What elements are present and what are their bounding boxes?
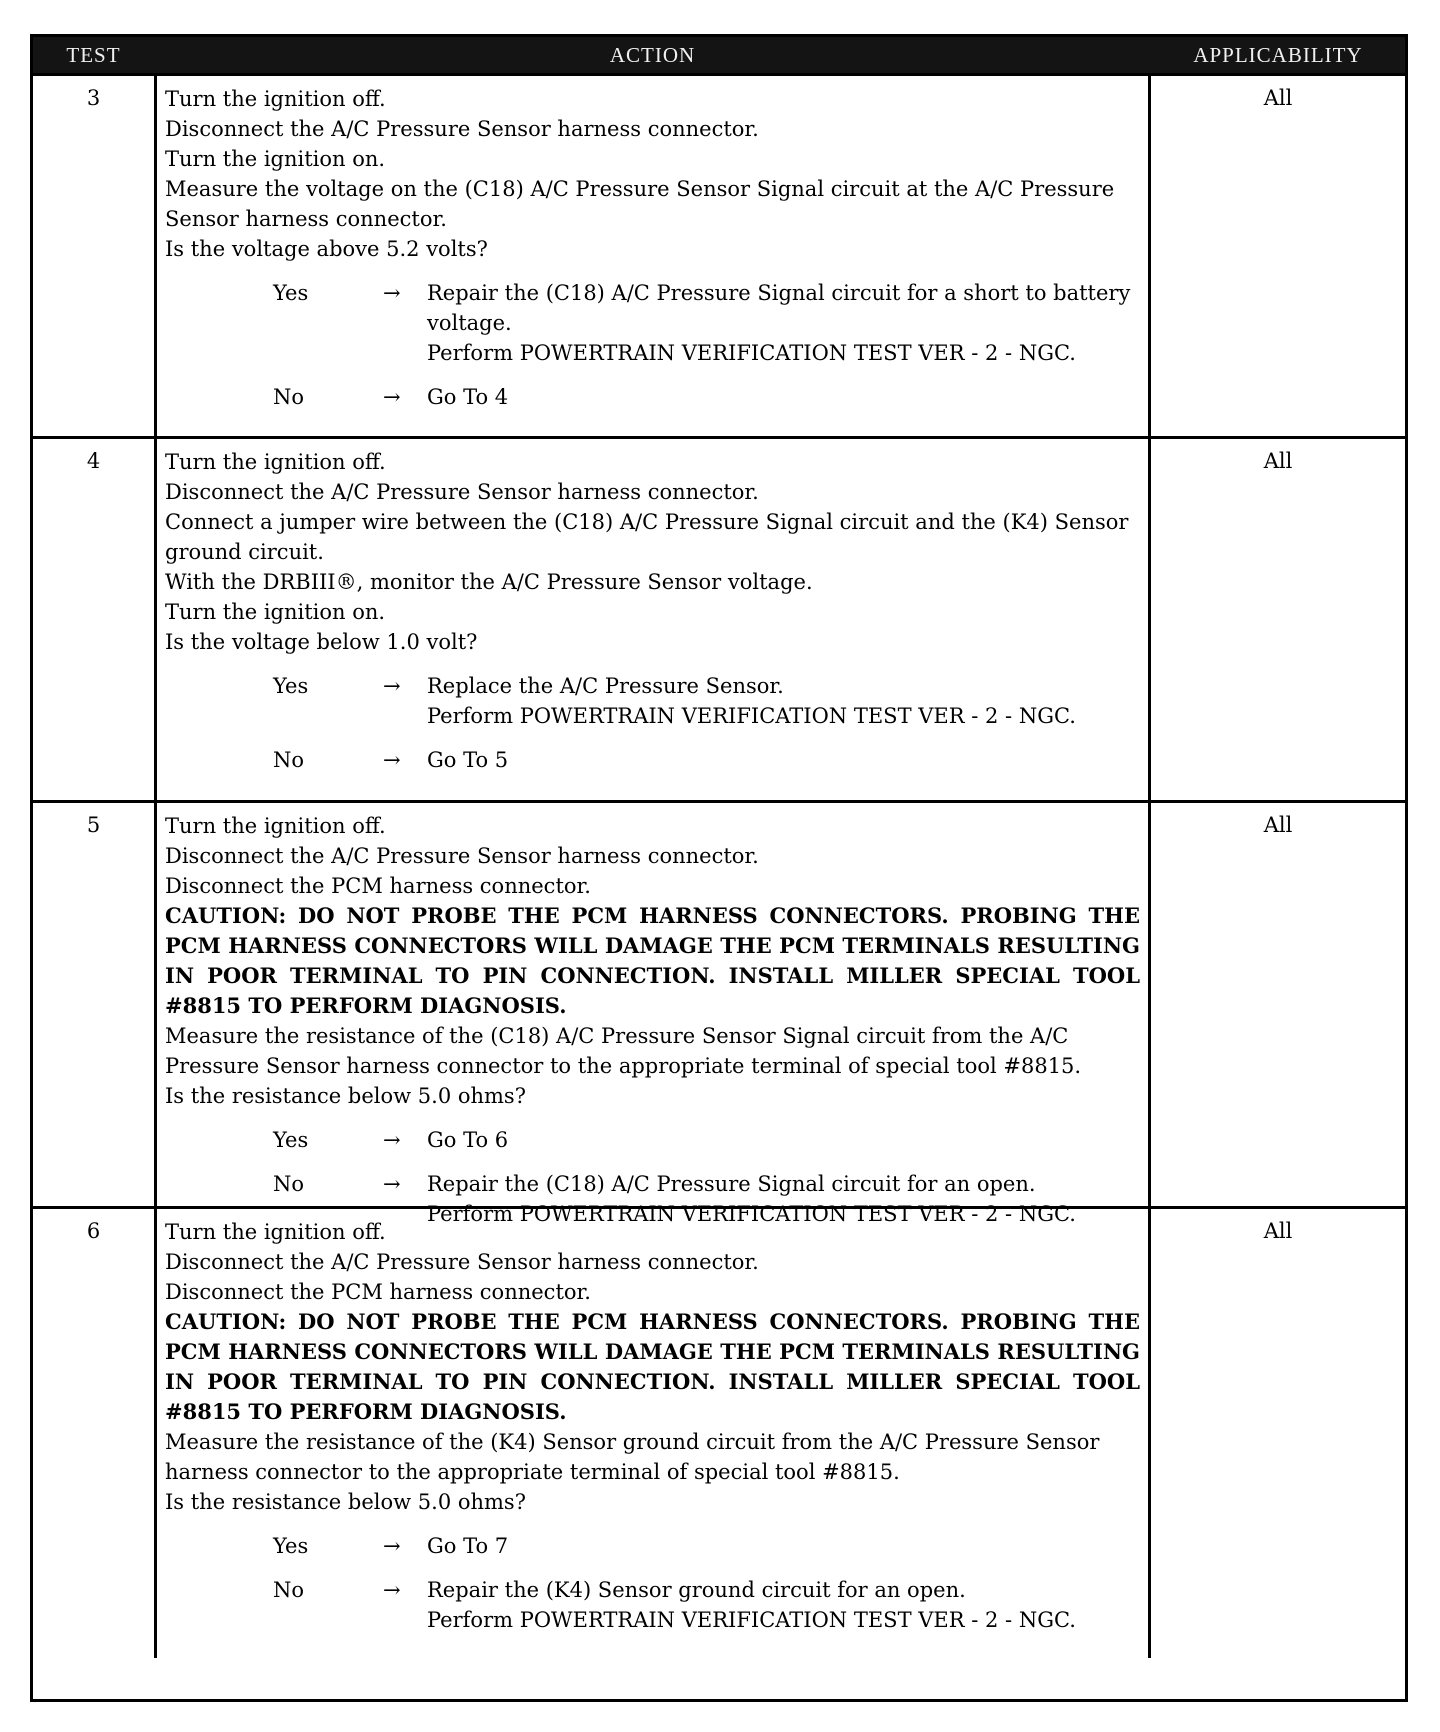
- answer-key: No: [273, 748, 305, 772]
- test-number: 5: [33, 803, 157, 1206]
- action-step: Measure the voltage on the (C18) A/C Pressure Sensor Signal circuit at the A/C Pressure Sensor harness connector.: [165, 177, 1115, 231]
- action-step: Is the resistance below 5.0 ohms?: [165, 1084, 526, 1108]
- test-number: 4: [33, 439, 157, 800]
- action-step: Connect a jumper wire between the (C18) A/C Pressure Signal circuit and the (K4) Sensor ground circuit.: [165, 510, 1129, 564]
- answer-line: Go To 7: [427, 1534, 509, 1558]
- action-step: Measure the resistance of the (K4) Sensor ground circuit from the A/C Pressure Sensor harness connector to the appropriate terminal of special tool #8815.: [165, 1430, 1100, 1484]
- answer-yes: [165, 1125, 1140, 1155]
- header-test: TEST: [66, 42, 121, 67]
- arrow-icon: →: [383, 674, 401, 698]
- action-step: Turn the ignition off.: [165, 87, 386, 111]
- answer-text: [427, 278, 1140, 368]
- table-row: [33, 73, 1405, 436]
- action-step: Is the voltage above 5.2 volts?: [165, 237, 488, 261]
- action-step: Disconnect the PCM harness connector.: [165, 1280, 591, 1304]
- answer-text: [427, 1531, 1140, 1561]
- answer-key: No: [273, 1578, 305, 1602]
- diagnostic-table: [30, 34, 1408, 1702]
- answer-key: Yes: [273, 1128, 309, 1152]
- answer-line: Perform POWERTRAIN VERIFICATION TEST VER - 2 - NGC.: [427, 1202, 1076, 1226]
- answer-yes: [165, 278, 1140, 368]
- test-number: 3: [33, 76, 157, 436]
- action-step: Is the voltage below 1.0 volt?: [165, 630, 478, 654]
- answer-line: Repair the (C18) A/C Pressure Signal circuit for a short to battery voltage.: [427, 281, 1131, 335]
- answer-line: Perform POWERTRAIN VERIFICATION TEST VER - 2 - NGC.: [427, 1608, 1076, 1632]
- action-step: Turn the ignition on.: [165, 147, 386, 171]
- caution-text: CAUTION: DO NOT PROBE THE PCM HARNESS CONNECTORS. PROBING THE PCM HARNESS CONNECTORS WILL DAMAGE THE PCM TERMINALS RESULTING IN POOR TERMINAL TO PIN CONNECTION. INSTALL MILLER SPECIAL TOOL #8815 TO PERFORM DIAGNOSIS.: [165, 1309, 1140, 1424]
- answer-line: Perform POWERTRAIN VERIFICATION TEST VER - 2 - NGC.: [427, 341, 1076, 365]
- answer-text: [427, 671, 1140, 731]
- answer-text: [427, 745, 1140, 775]
- answer-key: Yes: [273, 674, 309, 698]
- answer-line: Repair the (K4) Sensor ground circuit for an open.: [427, 1578, 966, 1602]
- action-step: With the DRBIII®, monitor the A/C Pressure Sensor voltage.: [165, 570, 813, 594]
- action-step: Turn the ignition off.: [165, 450, 386, 474]
- action-step: Is the resistance below 5.0 ohms?: [165, 1490, 526, 1514]
- arrow-icon: →: [383, 748, 401, 772]
- arrow-icon: →: [383, 385, 401, 409]
- answer-text: [427, 1125, 1140, 1155]
- answer-key: Yes: [273, 281, 309, 305]
- table-header: [33, 37, 1405, 73]
- answer-no: [165, 745, 1140, 775]
- table-row: [33, 800, 1405, 1226]
- answer-line: Repair the (C18) A/C Pressure Signal circuit for an open.: [427, 1172, 1036, 1196]
- applicability: All: [1263, 813, 1293, 837]
- applicability: All: [1263, 1219, 1293, 1243]
- applicability: All: [1263, 449, 1293, 473]
- answer-line: Perform POWERTRAIN VERIFICATION TEST VER - 2 - NGC.: [427, 704, 1076, 728]
- arrow-icon: →: [383, 1128, 401, 1152]
- action-cell: [157, 1209, 1151, 1658]
- answer-key: Yes: [273, 1534, 309, 1558]
- answer-line: Go To 4: [427, 385, 509, 409]
- answer-no: [165, 382, 1140, 412]
- answer-yes: [165, 671, 1140, 731]
- answer-key: No: [273, 1172, 305, 1196]
- answer-key: No: [273, 385, 305, 409]
- table-body: [33, 73, 1405, 1658]
- action-step: Turn the ignition off.: [165, 1220, 386, 1244]
- arrow-icon: →: [383, 281, 401, 305]
- caution-text: CAUTION: DO NOT PROBE THE PCM HARNESS CONNECTORS. PROBING THE PCM HARNESS CONNECTORS WILL DAMAGE THE PCM TERMINALS RESULTING IN POOR TERMINAL TO PIN CONNECTION. INSTALL MILLER SPECIAL TOOL #8815 TO PERFORM DIAGNOSIS.: [165, 903, 1140, 1018]
- header-applicability: APPLICABILITY: [1193, 42, 1363, 67]
- answer-text: [427, 1575, 1140, 1635]
- answer-text: [427, 382, 1140, 412]
- arrow-icon: →: [383, 1534, 401, 1558]
- action-step: Disconnect the A/C Pressure Sensor harness connector.: [165, 480, 759, 504]
- answer-no: [165, 1575, 1140, 1635]
- table-row: [33, 436, 1405, 800]
- action-step: Disconnect the PCM harness connector.: [165, 874, 591, 898]
- action-step: Disconnect the A/C Pressure Sensor harness connector.: [165, 844, 759, 868]
- action-step: Disconnect the A/C Pressure Sensor harness connector.: [165, 1250, 759, 1274]
- action-step: Measure the resistance of the (C18) A/C Pressure Sensor Signal circuit from the A/C Pressure Sensor harness connector to the appropriate terminal of special tool #8815.: [165, 1024, 1082, 1078]
- action-step: Turn the ignition off.: [165, 814, 386, 838]
- answer-yes: [165, 1531, 1140, 1561]
- table-row: [33, 1206, 1405, 1658]
- action-cell: [157, 76, 1151, 436]
- arrow-icon: →: [383, 1578, 401, 1602]
- action-cell: [157, 439, 1151, 800]
- header-action: ACTION: [609, 42, 696, 67]
- answer-line: Go To 5: [427, 748, 509, 772]
- answer-line: Replace the A/C Pressure Sensor.: [427, 674, 784, 698]
- answer-line: Go To 6: [427, 1128, 509, 1152]
- action-cell: [157, 803, 1151, 1226]
- test-number: 6: [33, 1209, 157, 1658]
- action-step: Turn the ignition on.: [165, 600, 386, 624]
- arrow-icon: →: [383, 1172, 401, 1196]
- action-step: Disconnect the A/C Pressure Sensor harness connector.: [165, 117, 759, 141]
- applicability: All: [1263, 86, 1293, 110]
